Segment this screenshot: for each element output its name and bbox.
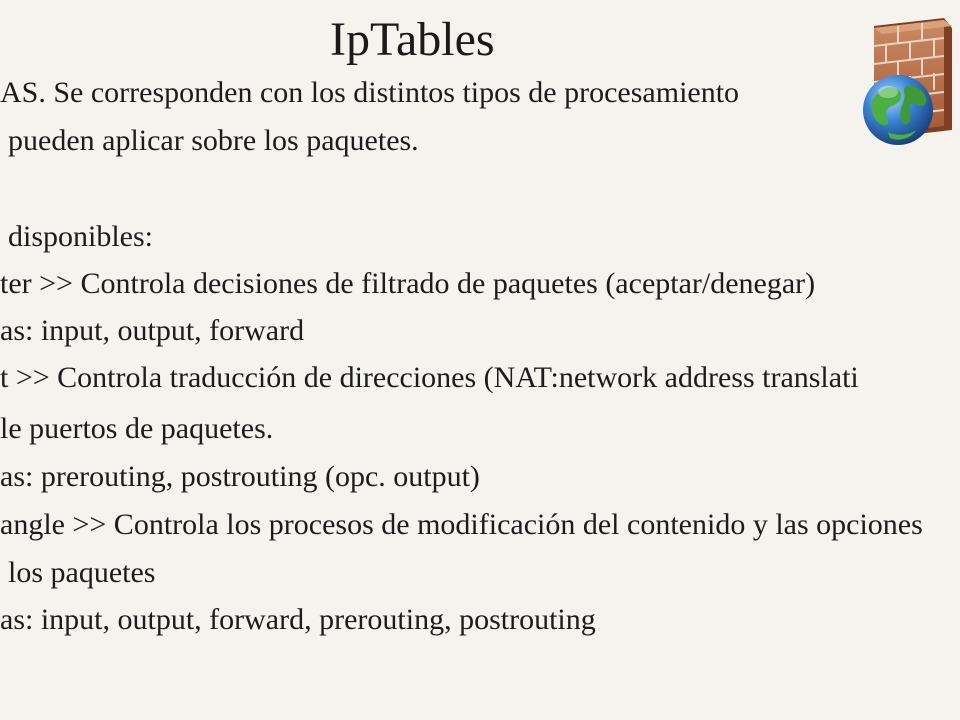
text-line: disponibles: [8,220,154,253]
text-line: le puertos de paquetes. [0,412,274,445]
text-line: as: input, output, forward [0,314,305,347]
slide-title: IpTables [330,13,495,66]
text-line: t >> Controla traducción de direcciones (NAT:network address translati [0,361,859,394]
text-line: ter >> Controla decisiones de filtrado de paquetes (aceptar/denegar) [0,267,816,300]
text-line: pueden aplicar sobre los paquetes. [8,124,419,157]
firewall-globe-icon [860,14,956,148]
text-line: as: input, output, forward, prerouting, postrouting [0,603,596,636]
text-line: as: prerouting, postrouting (opc. output) [0,460,480,493]
text-line: AS. Se corresponden con los distintos tipos de procesamiento [0,76,740,109]
text-line: los paquetes [8,556,156,589]
text-line: angle >> Controla los procesos de modificación del contenido y las opciones [0,508,923,541]
